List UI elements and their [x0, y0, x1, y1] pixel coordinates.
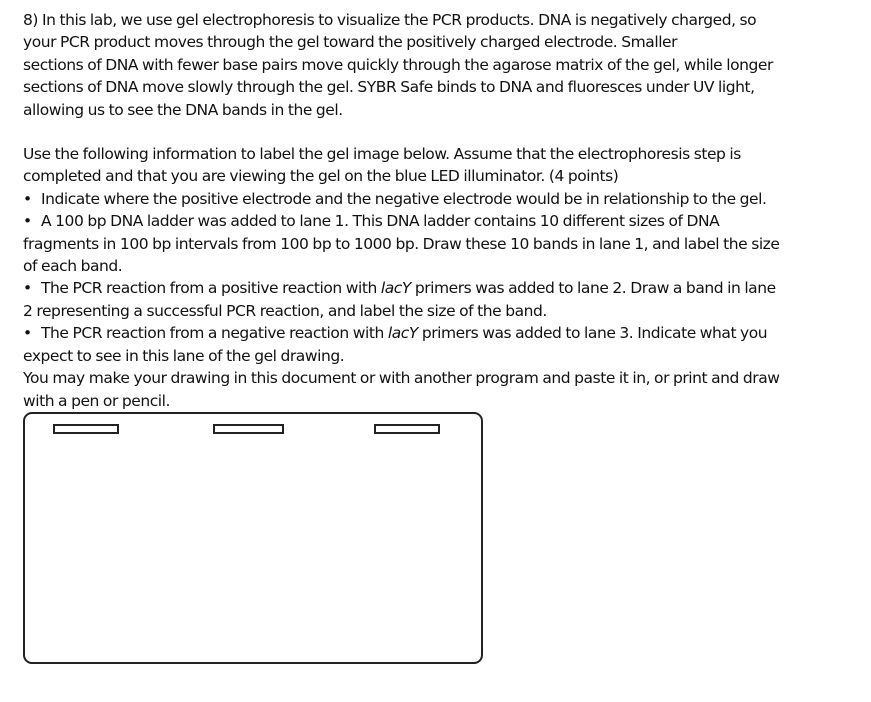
bullet-item-negative-reaction [23, 322, 863, 344]
gel-well-lane-1 [53, 424, 119, 434]
bullet-symbol: • [23, 189, 32, 208]
bullet-text: A 100 bp DNA ladder was added to lane 1. This DNA ladder contains 10 different sizes of DNA [41, 212, 720, 231]
bullet-text: primers was added to lane 3. Indicate what you [417, 324, 768, 343]
bullet-item-electrodes [23, 188, 863, 210]
instructions-line: completed and that you are viewing the gel on the blue LED illuminator. (4 points) [23, 167, 619, 186]
intro-line: your PCR product moves through the gel toward the positively charged electrode. Smaller [23, 33, 678, 52]
bullet-continuation: fragments in 100 bp intervals from 100 bp to 1000 bp. Draw these 10 bands in lane 1, and label the size [23, 234, 780, 253]
intro-line: sections of DNA move slowly through the gel. SYBR Safe binds to DNA and fluoresces under UV light, [23, 78, 755, 97]
bullet-item-ladder [23, 210, 863, 232]
bullet-continuation: 2 representing a successful PCR reaction, and label the size of the band. [23, 301, 547, 320]
bullet-text: The PCR reaction from a positive reaction with [41, 279, 381, 298]
closing-line: with a pen or pencil. [23, 391, 170, 410]
bullet-list [23, 188, 863, 367]
gene-name: lacY [380, 279, 411, 298]
gel-well-lane-2 [213, 424, 284, 434]
gel-drawing-area[interactable] [23, 412, 483, 664]
bullet-symbol: • [23, 279, 32, 298]
gel-well-lane-3 [374, 424, 440, 434]
gene-name: lacY [387, 324, 418, 343]
bullet-continuation: of each band. [23, 257, 123, 276]
intro-line: 8) In this lab, we use gel electrophoresis to visualize the PCR products. DNA is negatively charged, so [23, 11, 757, 29]
bullet-text: Indicate where the positive electrode and the negative electrode would be in relationship to the gel. [41, 189, 767, 208]
closing-line: You may make your drawing in this document or with another program and paste it in, or print and draw [23, 369, 780, 388]
bullet-text: primers was added to lane 2. Draw a band in lane [410, 279, 776, 298]
instructions-paragraph [23, 143, 863, 188]
paragraph-spacer [23, 121, 863, 143]
bullet-continuation: expect to see in this lane of the gel drawing. [23, 346, 345, 365]
question-document [23, 9, 863, 412]
closing-paragraph [23, 367, 863, 412]
intro-paragraph [23, 9, 863, 121]
intro-line: allowing us to see the DNA bands in the gel. [23, 100, 343, 119]
bullet-item-positive-reaction [23, 277, 863, 299]
bullet-text: The PCR reaction from a negative reaction with [41, 324, 388, 343]
instructions-line: Use the following information to label the gel image below. Assume that the electrophoresis step is [23, 145, 741, 164]
intro-line: sections of DNA with fewer base pairs move quickly through the agarose matrix of the gel, while longer [23, 55, 773, 74]
bullet-symbol: • [23, 324, 32, 343]
bullet-symbol: • [23, 212, 32, 231]
